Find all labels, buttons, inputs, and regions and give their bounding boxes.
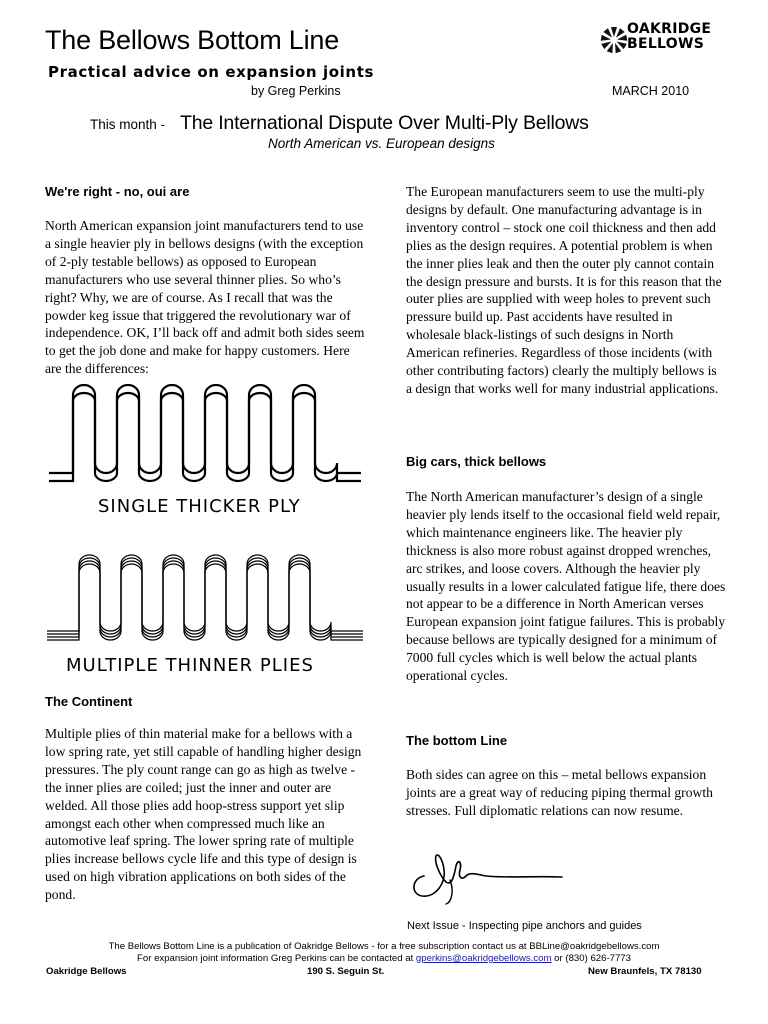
footer-city: New Braunfels, TX 78130 xyxy=(588,966,702,977)
section-heading: We're right - no, oui are xyxy=(45,184,190,199)
logo-wordmark xyxy=(627,22,711,52)
body-paragraph: North American expansion joint manufacturers tend to use a single heavier ply in bellows designs (with the exception of 2-ply testable bellows) as opposed to European manufacturers who use several thinner plies. So who’s right? Why, we are of course. As I recall that was the powder keg issue that triggered the revolutionary war of independence. OK, I’ll back off and admit both sides seem to get the job done and make for happy customers. Here are the differences: xyxy=(45,218,365,377)
headline: The International Dispute Over Multi-Ply Bellows xyxy=(180,112,589,134)
byline: by Greg Perkins xyxy=(251,84,341,98)
footer-publication-note: The Bellows Bottom Line is a publication of Oakridge Bellows - for a free subscription contact us at BBLine@oakridgebellows.com xyxy=(108,941,660,952)
footer-contact-prefix: For expansion joint information Greg Perkins can be contacted at xyxy=(137,953,416,964)
body-paragraph: Both sides can agree on this – metal bellows expansion joints are a great way of reducing piping thermal growth stresses. Full diplomatic relations can now resume. xyxy=(406,767,713,818)
section-heading: The bottom Line xyxy=(406,733,508,748)
figure-label: SINGLE THICKER PLY xyxy=(98,496,301,517)
this-month-label: This month - xyxy=(90,117,166,132)
body-paragraph: The European manufacturers seem to use the multi-ply designs by default. One manufacturing advantage is in inventory control – stock one coil thickness and then add plies as the design requires. A potential problem is when the inner plies leak and then the outer ply cannot contain the design pressure and bursts. It is for this reason that the outer plies are supplied with weep holes to prevent such pressure build up. Past accidents have resulted in wholesale black-listings of such designs in North American refineries. Regardless of those incidents (with other contributing factors) clearly the multiply bellows is a design that works well for many industrial applications. xyxy=(406,184,722,396)
footer-contact-suffix: or (830) 626-7773 xyxy=(551,953,631,964)
footer-company: Oakridge Bellows xyxy=(46,966,127,977)
figure-label: MULTIPLE THINNER PLIES xyxy=(66,655,314,676)
body-paragraph: Multiple plies of thin material make for a bellows with a low spring rate, yet still capable of handling higher design pressures. The ply count range can go as high as twelve - the inner plies are coiled; just the inner and outer are welded. All those plies add hoop-stress support yet slip amongst each other when compressed much like an automotive leaf spring. The lower spring rate of multiple plies increase bellows cycle life and this type of design is used on high vibration applications on both sides of the pond. xyxy=(45,726,362,903)
footer-contact xyxy=(0,953,768,964)
logo-line-1: OAKRIDGE xyxy=(627,21,712,37)
signature-icon xyxy=(406,846,566,908)
email-link[interactable]: gperkins@oakridgebellows.com xyxy=(415,953,552,964)
newsletter-title: The Bellows Bottom Line xyxy=(45,25,340,55)
single-ply-bellows-diagram xyxy=(45,375,365,485)
issue-date: MARCH 2010 xyxy=(612,84,690,98)
body-paragraph: The North American manufacturer’s design of a single heavier ply lends itself to the occasional field weld repair, which maintenance engineers like. The heavier ply thickness is also more robust against dropped wrenches, arc strikes, and loose covers. Although the heavier ply usually results in a lower calculated fatigue life, there does not appear to be a difference in North American verses European expansion joint fatigue failures. This is probably because bellows are typically designed for a minimum of 7000 full cycles which is well below the actual plants operational cycles. xyxy=(406,489,726,684)
bellows-ply-line xyxy=(47,564,363,640)
section-heading: Big cars, thick bellows xyxy=(406,454,547,469)
logo-line-2: BELLOWS xyxy=(627,36,705,52)
section-heading: The Continent xyxy=(45,694,133,709)
headline-subtitle: North American vs. European designs xyxy=(268,136,495,151)
multi-ply-bellows-diagram xyxy=(45,545,365,645)
next-issue-note: Next Issue - Inspecting pipe anchors and guides xyxy=(407,920,642,932)
footer-address: 190 S. Seguin St. xyxy=(307,966,385,977)
newsletter-subtitle: Practical advice on expansion joints xyxy=(48,63,374,81)
